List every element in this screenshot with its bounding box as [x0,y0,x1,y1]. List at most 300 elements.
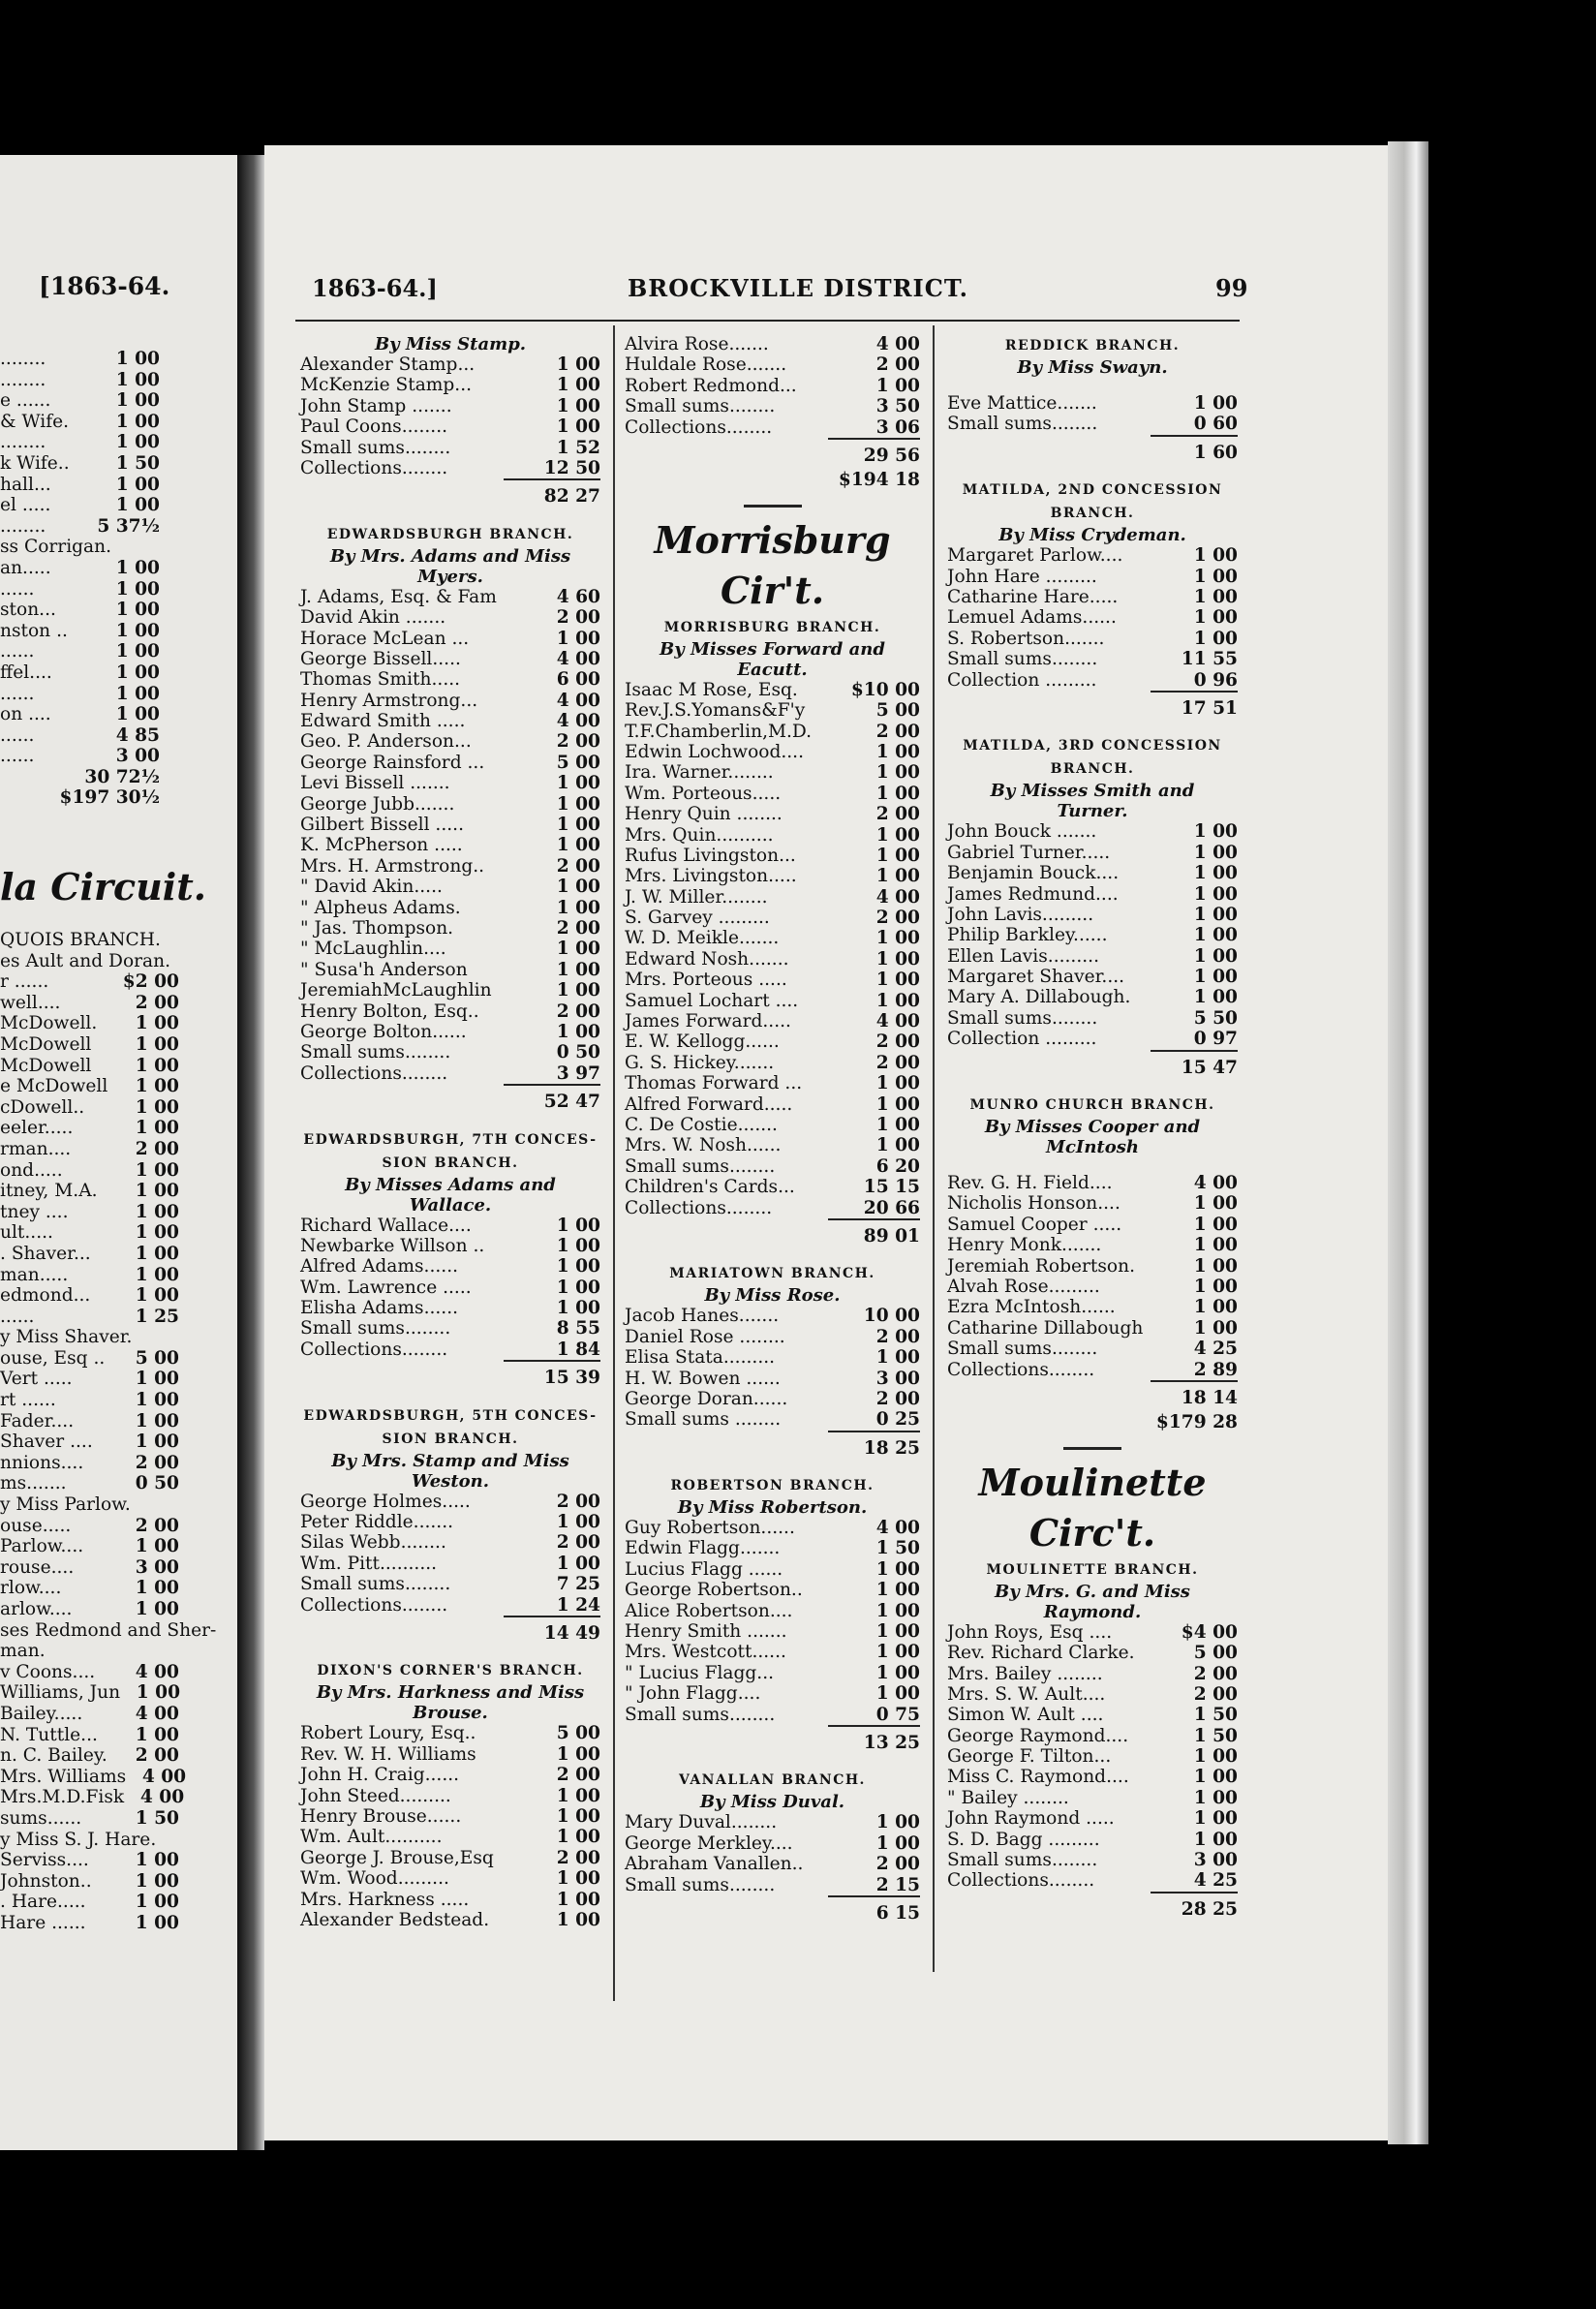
entry-row [300,877,600,897]
left-page-name: Mrs.M.D.Fisk [0,1787,125,1808]
entry-row [947,1664,1238,1684]
entry-amount: 1 00 [556,939,600,960]
left-page-name [0,767,4,788]
left-page-row [0,1557,179,1579]
left-page-amount: 1 00 [135,1285,179,1307]
left-page-name: v Coons.... [0,1661,96,1682]
left-page-name: tney .... [0,1201,69,1222]
entry-name: Gilbert Bissell ..... [300,815,464,836]
collector-line: By Miss Rose. [704,1285,841,1307]
entry-amount: 4 00 [875,1011,920,1032]
entry-row [947,1746,1238,1767]
column-divider-1 [613,325,615,2001]
spacer [300,1644,600,1659]
entry-amount: 4 00 [556,690,600,711]
entry-name: Small sums........ [947,414,1098,435]
left-page-row [0,475,160,496]
entry-name: Collections........ [625,416,773,438]
left-page-name: ses Redmond and Sher- [0,1619,217,1641]
left-page-row [0,725,160,747]
entry-name: Gabriel Turner..... [947,842,1111,863]
left-page-amount: 1 00 [115,641,160,662]
entry-name: Henry Smith ....... [625,1621,787,1643]
left-page-amount: 1 00 [135,1076,179,1097]
entry-amount: 4 25 [1193,1870,1238,1892]
left-page-amount: 1 00 [115,369,160,390]
left-page-name: Vert ..... [0,1369,73,1390]
left-page-row [0,1473,179,1494]
branch-heading: MATILDA, 2ND CONCESSION [962,482,1223,499]
spacer [947,378,1238,393]
entry-name: George J. Brouse,Esq [300,1847,494,1868]
entry-amount: 1 00 [1193,863,1238,884]
entry-row [625,1156,920,1177]
branch-heading: BRANCH. [1050,761,1135,778]
entry-name: J. Adams, Esq. & Fam [300,586,497,607]
left-page-row [0,993,179,1014]
entry-amount: 1 00 [556,395,600,416]
entry-amount: 6 00 [556,669,600,691]
entry-row [625,1601,920,1621]
left-page-name [0,787,4,809]
entry-name: H. W. Bowen ...... [625,1368,781,1389]
entry-name: Thomas Forward ... [625,1073,803,1094]
branch-heading: MATILDA, 3RD CONCESSION [963,738,1222,754]
left-page-row [0,1034,179,1056]
entry-row [625,1135,920,1155]
entry-name: Collections........ [300,1594,448,1616]
left-page-name: well.... [0,992,61,1013]
entry-name: George F. Tilton... [947,1746,1112,1768]
left-page-row [0,1160,179,1182]
entry-amount: 20 66 [863,1197,920,1218]
entry-name: Wm. Porteous..... [625,783,782,804]
left-page-name: itney, M.A. [0,1181,98,1202]
entry-row [300,960,600,980]
entry-name: Eve Mattice....... [947,393,1097,414]
entry-row [300,416,600,437]
entry-row [300,1723,600,1743]
entry-name: Thomas Smith..... [300,669,461,691]
left-page-amount: 1 50 [115,452,160,474]
left-page-row [0,641,160,662]
left-page-amount: $2 00 [122,971,179,993]
left-page-name: hall... [0,474,51,495]
collector-line: By Miss Duval. [699,1792,845,1813]
entry-amount: 1 00 [875,1114,920,1135]
page-title: BROCKVILLE DISTRICT. [628,274,968,302]
entry-row [300,1532,600,1553]
left-page-amount: 1 00 [115,600,160,621]
entry-row [300,753,600,773]
left-page-row [0,1202,179,1223]
left-page-row [0,767,160,788]
entry-row [625,680,920,700]
entry-row [300,1063,600,1084]
entry-name: Robert Redmond... [625,375,797,396]
left-page-row [0,684,160,705]
entry-row [625,804,920,824]
entry-row [300,1256,600,1277]
entry-name: Geo. P. Anderson... [300,731,472,753]
entry-amount: 1 00 [875,783,920,804]
entry-name: " Lucius Flagg... [625,1662,775,1683]
left-page-row [0,1745,179,1767]
subtotal: 6 15 [828,1895,920,1924]
subtotal: 1 60 [1151,435,1238,463]
entry-name: George Rainsford ... [300,752,485,773]
entry-amount: 1 00 [1193,967,1238,988]
entry-row [625,908,920,928]
entry-name: Lemuel Adams...... [947,607,1117,629]
entry-name: Margaret Shaver.... [947,967,1125,988]
left-page-name: Bailey..... [0,1703,83,1724]
left-page-amount: 1 00 [135,1724,179,1745]
left-page-amount: 1 00 [115,411,160,432]
column-3 [947,334,1238,1920]
entry-name: George Doran...... [625,1388,788,1409]
entry-row [625,1177,920,1197]
left-page-amount: 1 00 [135,1264,179,1285]
entry-name: Miss C. Raymond.... [947,1767,1129,1788]
left-page-row [0,1871,179,1893]
left-page-name: rlow.... [0,1578,62,1599]
entry-name: George Merkley.... [625,1832,793,1854]
left-page-row [0,1411,179,1432]
left-page-name: r ...... [0,971,49,993]
entry-row [300,1298,600,1318]
entry-amount: 1 00 [556,877,600,898]
entry-amount: 2 00 [875,1052,920,1073]
entry-amount: 1 00 [556,1277,600,1298]
left-page-amount: 1 00 [135,1243,179,1264]
entry-row [947,393,1238,414]
entry-row [625,1306,920,1326]
left-page-amount: 1 00 [135,1912,179,1933]
left-page-name: ...... [0,724,35,746]
entry-amount: 1 00 [875,1073,920,1094]
left-page-row [0,1432,179,1453]
left-page-row [0,1390,179,1411]
entry-row [300,711,600,731]
entry-amount: 0 96 [1193,669,1238,691]
page-number: 99 [1215,274,1248,302]
left-page-amount: 1 00 [115,474,160,495]
entry-name: Jacob Hanes....... [625,1306,780,1327]
left-page-name: ...... [0,683,35,704]
entry-amount: 1 00 [875,762,920,784]
entry-name: Catharine Dillabough [947,1317,1144,1339]
entry-amount: 1 00 [556,1298,600,1319]
entry-name: Small sums........ [625,1704,776,1725]
entry-row [947,905,1238,925]
left-page-row [0,1181,179,1202]
left-page-amount: 4 85 [115,724,160,746]
entry-name: Small sums........ [947,1007,1098,1029]
entry-amount: 15 15 [863,1177,920,1198]
entry-amount: 1 00 [1193,1193,1238,1215]
collector-line: By Miss Swayn. [1017,357,1168,378]
branch-heading: BRANCH. [1050,506,1135,522]
entry-amount: 1 00 [1193,1808,1238,1830]
entry-name: Silas Webb........ [300,1532,446,1554]
left-page-row [0,1327,179,1348]
entry-amount: 1 00 [875,1093,920,1115]
entry-name: John Roys, Esq .... [947,1621,1113,1643]
left-page-row [0,621,160,642]
entry-row [625,1094,920,1115]
entry-name: Alfred Forward..... [625,1093,793,1115]
spacer [947,719,1238,734]
left-page-amount: 1 00 [135,1096,179,1118]
entry-amount: 1 00 [1193,393,1238,414]
entry-row [300,1042,600,1062]
left-page-name: eeler..... [0,1118,74,1139]
entry-name: Alexander Stamp... [300,354,476,375]
left-page-amount: 1 00 [135,1536,179,1557]
entry-name: Simon W. Ault .... [947,1705,1104,1726]
entry-name: S. D. Bagg ......... [947,1829,1100,1850]
entry-row [300,1868,600,1889]
entry-row [300,939,600,959]
entry-row [947,1173,1238,1193]
subtotal: 14 49 [504,1616,600,1644]
entry-row [300,794,600,815]
entry-name: James Redmund.... [947,883,1119,905]
entry-row [947,946,1238,967]
entry-row [625,396,920,416]
entry-row [625,1347,920,1368]
entry-amount: 1 00 [556,416,600,438]
entry-row [625,700,920,721]
entry-name: Collections........ [300,457,448,478]
entry-row [625,1580,920,1600]
entry-name: Small sums........ [300,1318,451,1339]
left-page-row [0,1704,179,1725]
entry-amount: 1 00 [875,824,920,846]
entry-amount: 3 97 [556,1062,600,1084]
entry-amount: 2 00 [875,1388,920,1409]
entry-name: G. S. Hickey....... [625,1052,775,1073]
left-page-row [0,787,160,809]
entry-row [947,670,1238,691]
left-page-amount: 1 00 [115,557,160,578]
left-page-amount: 3 00 [115,746,160,767]
circuit-total: $194 18 [838,470,920,491]
left-page-name: ss Corrigan. [0,537,112,558]
entry-row [300,1236,600,1256]
left-page-amount: 1 00 [135,1870,179,1892]
collector-line: By Miss Robertson. [677,1497,868,1519]
left-page-name: . Shaver... [0,1243,91,1264]
entry-row [300,438,600,458]
left-page-amount: 1 00 [135,1013,179,1034]
entry-name: Collections........ [947,1359,1095,1380]
entry-row [625,334,920,354]
entry-name: " Bailey ........ [947,1787,1069,1808]
left-page-row [0,1285,179,1307]
entry-name: John H. Craig...... [300,1765,460,1786]
branch-heading: VANALLAN BRANCH. [679,1772,866,1789]
left-page-name: rt ...... [0,1390,56,1411]
left-page-amount: 2 00 [135,1452,179,1473]
entry-name: Small sums........ [625,1874,776,1895]
left-page-row [0,1830,179,1851]
entry-row [300,587,600,607]
entry-amount: 1 00 [556,835,600,856]
left-page-row [0,930,179,951]
entry-row [300,980,600,1001]
entry-row [947,607,1238,628]
entry-row [947,1193,1238,1214]
left-page-row [0,951,179,972]
entry-row [625,887,920,908]
subtotal: 82 27 [504,478,600,507]
entry-row [947,1643,1238,1663]
entry-name: Ellen Lavis......... [947,945,1099,967]
entry-amount: 1 00 [556,1021,600,1042]
entry-row [625,1642,920,1662]
left-page-name: ...... [0,1306,35,1327]
entry-amount: 4 00 [875,886,920,908]
entry-name: Mary A. Dillabough. [947,987,1131,1008]
left-page-name: ouse..... [0,1515,72,1536]
entry-row [300,918,600,939]
entry-row [625,866,920,886]
entry-amount: 1 00 [1193,1276,1238,1297]
entry-row [947,1850,1238,1870]
entry-row [300,1574,600,1594]
entry-amount: 6 20 [875,1155,920,1177]
entry-name: Wm. Lawrence ..... [300,1277,472,1298]
entry-amount: 1 00 [875,845,920,866]
entry-row [300,1554,600,1574]
entry-amount: 1 00 [1193,1214,1238,1235]
entry-name: Edwin Lochwood.... [625,741,805,762]
column-1 [300,334,600,1930]
left-page-amount [174,951,230,972]
entry-row [300,773,600,793]
entry-row [300,898,600,918]
left-page-name: McDowell. [0,1013,98,1034]
entry-amount: 2 89 [1193,1359,1238,1380]
entry-amount: 3 06 [875,416,920,438]
entry-amount: 1 00 [1193,987,1238,1008]
entry-row [947,1684,1238,1705]
entry-name: Abraham Vanallen.. [625,1854,804,1875]
entry-amount: 1 00 [875,990,920,1011]
entry-name: Henry Quin ........ [625,804,783,825]
entry-name: Mrs. Bailey ........ [947,1663,1103,1684]
entry-row [625,1518,920,1538]
spacer [300,508,600,523]
left-page-amount: 4 00 [141,1766,187,1787]
left-page-amount: 3 00 [135,1556,179,1578]
left-page-name: ........ [0,432,46,453]
left-page-amount: 1 00 [135,1055,179,1076]
collector-line: By Mrs. Adams and Miss Myers. [329,545,571,587]
entry-row [947,567,1238,587]
entry-name: McKenzie Stamp... [300,375,473,396]
left-page-row [0,1787,185,1808]
entry-amount: 2 00 [556,1532,600,1554]
book-gutter [237,155,264,2150]
left-page-row [0,1850,179,1871]
entry-row [947,1726,1238,1746]
left-page-row [0,390,160,412]
left-page-name: edmond... [0,1285,91,1307]
branch-heading: EDWARDSBURGH, 7TH CONCES- [303,1131,598,1148]
entry-amount: 1 00 [1193,586,1238,607]
entry-amount: 0 75 [875,1704,920,1725]
subtotal: 15 47 [1151,1050,1238,1078]
entry-row [625,1621,920,1642]
left-page-name: Johnston.. [0,1870,92,1892]
entry-amount: 1 00 [556,1256,600,1278]
left-page-amount [123,1641,179,1662]
left-page-name: ...... [0,641,35,662]
entry-row [625,354,920,375]
entry-amount: 1 00 [556,959,600,980]
left-page-name: Williams, Jun [0,1682,121,1704]
entry-name: Mrs. W. Nosh...... [625,1135,782,1156]
entry-row [947,1622,1238,1643]
left-page-name: k Wife.. [0,452,70,474]
entry-name: Alvah Rose......... [947,1276,1100,1297]
entry-row [300,669,600,690]
collector-line: By Miss Crydeman. [998,525,1186,546]
entry-amount: $10 00 [850,679,920,700]
column-2 [625,334,920,1924]
entry-name: John Lavis......... [947,904,1094,925]
entry-row [947,1870,1238,1891]
entry-row [947,821,1238,842]
entry-amount: 1 00 [556,1785,600,1806]
entry-row [947,884,1238,905]
entry-row [300,1001,600,1022]
spacer [947,1157,1238,1173]
entry-amount: 1 00 [556,1827,600,1848]
entry-name: Richard Wallace.... [300,1215,472,1236]
subtotal: 17 51 [1151,691,1238,719]
entry-row [625,846,920,866]
left-page-row [0,558,160,579]
left-page-amount: 2 00 [135,1745,179,1767]
entry-name: Elisa Stata......... [625,1347,776,1369]
entry-row [947,1318,1238,1339]
entry-row [625,1031,920,1052]
branch-heading: SION BRANCH. [382,1154,519,1171]
left-page-name: Parlow.... [0,1536,84,1557]
left-page-list [0,349,160,809]
entry-name: T.F.Chamberlin,M.D. [625,721,813,742]
entry-amount: 1 00 [875,1832,920,1854]
entry-name: S. Garvey ......... [625,908,770,929]
left-page-amount: 1 00 [135,1181,179,1202]
entry-row [300,731,600,752]
entry-amount: 3 00 [1193,1850,1238,1871]
left-page-row [0,1682,179,1704]
left-page-name: . Hare..... [0,1892,86,1913]
entry-name: JeremiahMcLaughlin [300,980,492,1001]
entry-name: Henry Armstrong... [300,690,478,711]
left-page-row [0,704,160,725]
entry-row [300,375,600,395]
subtotal: 28 25 [1151,1892,1238,1920]
entry-row [625,949,920,970]
entry-amount: 4 00 [875,1518,920,1539]
entry-amount: 1 00 [875,1662,920,1683]
